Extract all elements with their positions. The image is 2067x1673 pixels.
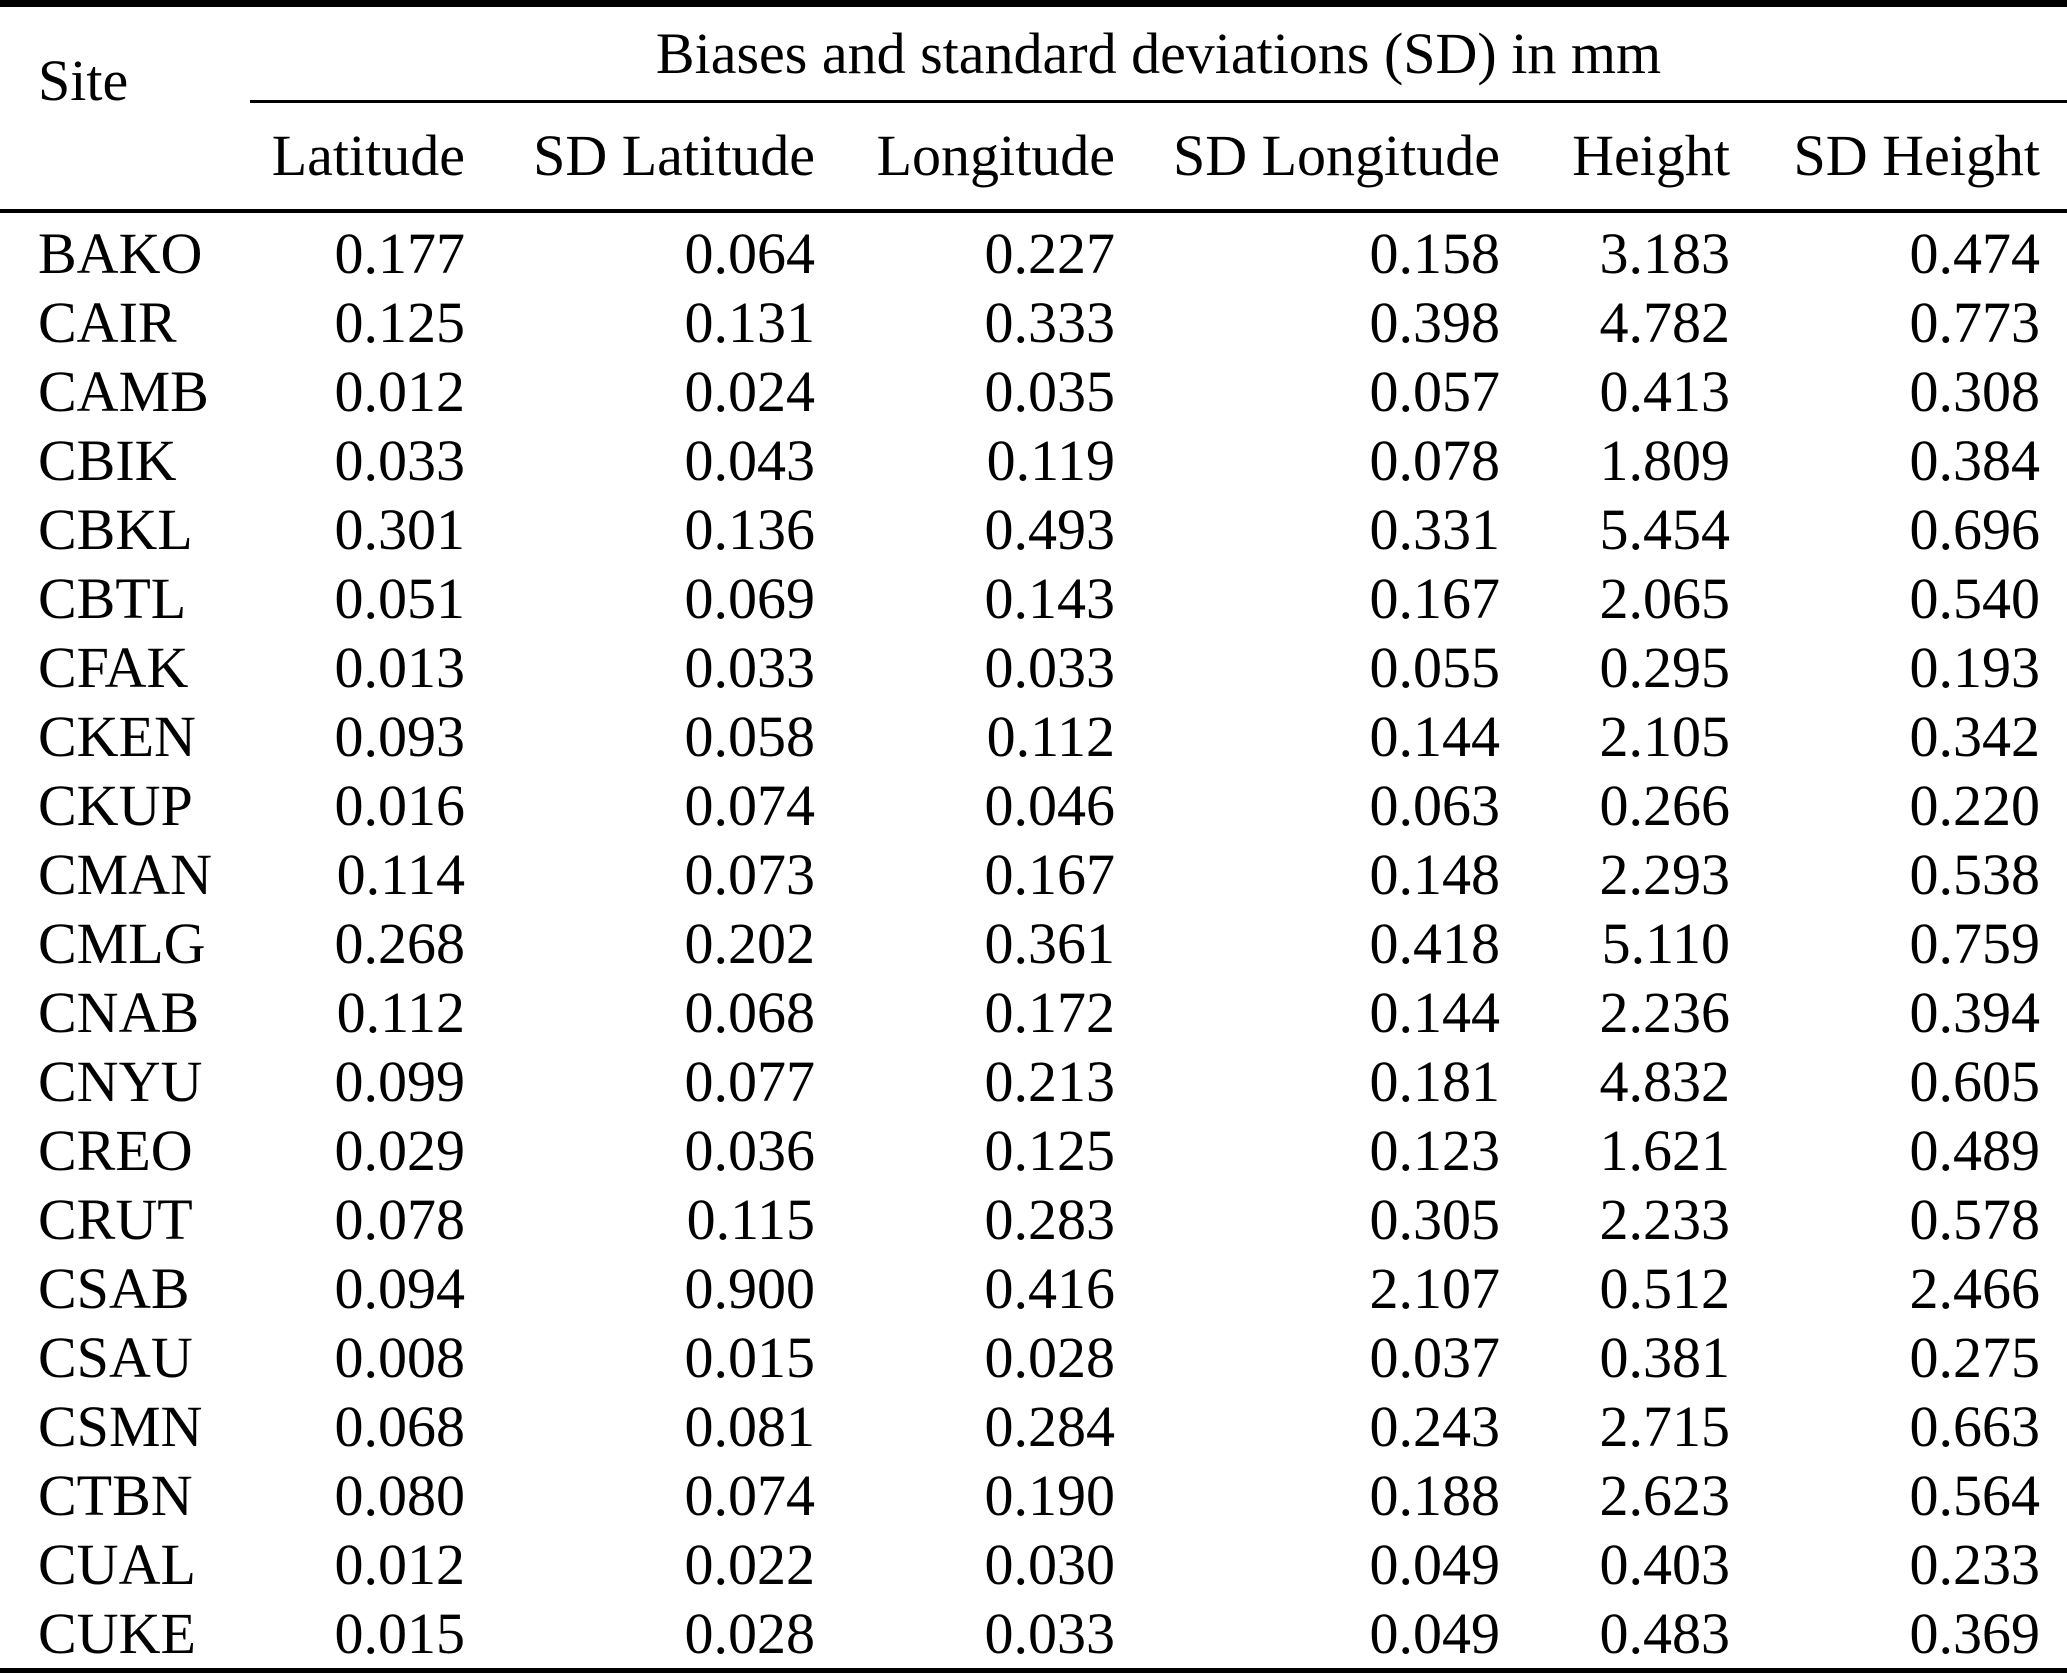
- table-row: [0, 1185, 2067, 1254]
- value-cell: 0.900: [684, 1255, 815, 1321]
- value-cell: 0.099: [334, 1048, 465, 1114]
- value-cell: 0.008: [334, 1324, 465, 1390]
- group-header-row: [0, 4, 2067, 102]
- value-cell: 0.069: [684, 565, 815, 631]
- value-cell: 0.015: [334, 1600, 465, 1666]
- value-cell: 0.035: [984, 358, 1115, 424]
- value-cell: 0.283: [984, 1186, 1115, 1252]
- site-cell: CREO: [38, 1117, 193, 1183]
- value-cell: 0.512: [1599, 1255, 1730, 1321]
- value-cell: 0.418: [1369, 910, 1500, 976]
- value-cell: 0.037: [1369, 1324, 1500, 1390]
- value-cell: 0.024: [684, 358, 815, 424]
- value-cell: 0.119: [986, 427, 1115, 493]
- site-cell: CBKL: [38, 496, 193, 562]
- value-cell: 0.301: [334, 496, 465, 562]
- value-cell: 0.268: [334, 910, 465, 976]
- value-cell: 1.809: [1599, 427, 1730, 493]
- value-cell: 0.275: [1909, 1324, 2040, 1390]
- column-header-height: Height: [1525, 102, 1755, 212]
- table-row: [0, 1323, 2067, 1392]
- value-cell: 0.051: [334, 565, 465, 631]
- value-cell: 2.466: [1909, 1255, 2040, 1321]
- value-cell: 0.493: [984, 496, 1115, 562]
- site-column-header: Site: [0, 4, 250, 212]
- value-cell: 0.022: [684, 1531, 815, 1597]
- value-cell: 0.474: [1909, 220, 2040, 286]
- value-cell: 2.105: [1599, 703, 1730, 769]
- table-row: [0, 357, 2067, 426]
- column-header-row: [0, 102, 2067, 212]
- value-cell: 0.123: [1369, 1117, 1500, 1183]
- site-cell: CBIK: [38, 427, 177, 493]
- table-row: [0, 1530, 2067, 1599]
- value-cell: 0.202: [684, 910, 815, 976]
- value-cell: 0.093: [334, 703, 465, 769]
- value-cell: 2.065: [1599, 565, 1730, 631]
- column-header-sd-height: SD Height: [1755, 102, 2067, 212]
- value-cell: 1.621: [1599, 1117, 1730, 1183]
- value-cell: 0.605: [1909, 1048, 2040, 1114]
- value-cell: 2.107: [1369, 1255, 1500, 1321]
- value-cell: 0.773: [1909, 289, 2040, 355]
- value-cell: 0.308: [1909, 358, 2040, 424]
- value-cell: 2.623: [1599, 1462, 1730, 1528]
- table-row: [0, 840, 2067, 909]
- value-cell: 0.227: [984, 220, 1115, 286]
- value-cell: 0.078: [1369, 427, 1500, 493]
- value-cell: 0.243: [1369, 1393, 1500, 1459]
- table-row: [0, 564, 2067, 633]
- value-cell: 0.043: [684, 427, 815, 493]
- value-cell: 0.046: [984, 772, 1115, 838]
- value-cell: 0.012: [334, 1531, 465, 1597]
- value-cell: 0.361: [984, 910, 1115, 976]
- value-cell: 4.782: [1599, 289, 1730, 355]
- value-cell: 0.080: [334, 1462, 465, 1528]
- value-cell: 0.064: [684, 220, 815, 286]
- value-cell: 0.284: [984, 1393, 1115, 1459]
- site-cell: CUAL: [38, 1531, 196, 1597]
- value-cell: 0.190: [984, 1462, 1115, 1528]
- value-cell: 0.112: [336, 979, 465, 1045]
- value-cell: 0.094: [334, 1255, 465, 1321]
- table-row: [0, 1392, 2067, 1461]
- value-cell: 0.181: [1369, 1048, 1500, 1114]
- table-row: [0, 426, 2067, 495]
- value-cell: 0.148: [1369, 841, 1500, 907]
- value-cell: 0.074: [684, 1462, 815, 1528]
- value-cell: 0.115: [686, 1186, 815, 1252]
- value-cell: 0.331: [1369, 496, 1500, 562]
- value-cell: 2.233: [1599, 1186, 1730, 1252]
- site-cell: CBTL: [38, 565, 187, 631]
- value-cell: 0.015: [684, 1324, 815, 1390]
- value-cell: 0.144: [1369, 979, 1500, 1045]
- value-cell: 0.081: [684, 1393, 815, 1459]
- value-cell: 0.068: [684, 979, 815, 1045]
- table-row: [0, 211, 2067, 288]
- site-cell: CKUP: [38, 772, 193, 838]
- value-cell: 0.177: [334, 220, 465, 286]
- site-cell: CNAB: [38, 979, 200, 1045]
- value-cell: 2.293: [1599, 841, 1730, 907]
- value-cell: 0.305: [1369, 1186, 1500, 1252]
- value-cell: 0.068: [334, 1393, 465, 1459]
- value-cell: 0.220: [1909, 772, 2040, 838]
- site-cell: CKEN: [38, 703, 196, 769]
- value-cell: 0.384: [1909, 427, 2040, 493]
- value-cell: 0.049: [1369, 1600, 1500, 1666]
- value-cell: 0.074: [684, 772, 815, 838]
- value-cell: 0.167: [1369, 565, 1500, 631]
- value-cell: 0.033: [684, 634, 815, 700]
- value-cell: 5.454: [1599, 496, 1730, 562]
- value-cell: 0.483: [1599, 1600, 1730, 1666]
- value-cell: 2.715: [1599, 1393, 1730, 1459]
- value-cell: 0.233: [1909, 1531, 2040, 1597]
- table-row: [0, 702, 2067, 771]
- value-cell: 0.033: [984, 1600, 1115, 1666]
- site-cell: CAMB: [38, 358, 209, 424]
- value-cell: 0.058: [684, 703, 815, 769]
- table-row: [0, 1461, 2067, 1530]
- site-cell: CUKE: [38, 1600, 196, 1666]
- value-cell: 0.033: [984, 634, 1115, 700]
- table-body: [0, 211, 2067, 1672]
- value-cell: 0.193: [1909, 634, 2040, 700]
- site-cell: CSAB: [38, 1255, 190, 1321]
- site-cell: CSAU: [38, 1324, 193, 1390]
- value-cell: 0.143: [984, 565, 1115, 631]
- table-row: [0, 909, 2067, 978]
- site-cell: CMAN: [38, 841, 213, 907]
- value-cell: 0.540: [1909, 565, 2040, 631]
- value-cell: 0.114: [336, 841, 465, 907]
- value-cell: 0.136: [684, 496, 815, 562]
- value-cell: 0.489: [1909, 1117, 2040, 1183]
- value-cell: 0.266: [1599, 772, 1730, 838]
- value-cell: 3.183: [1599, 220, 1730, 286]
- value-cell: 0.057: [1369, 358, 1500, 424]
- column-header-longitude: Longitude: [840, 102, 1140, 212]
- table-row: [0, 1254, 2067, 1323]
- value-cell: 0.696: [1909, 496, 2040, 562]
- site-cell: CFAK: [38, 634, 189, 700]
- value-cell: 0.055: [1369, 634, 1500, 700]
- site-cell: CSMN: [38, 1393, 203, 1459]
- site-cell: CAIR: [38, 289, 177, 355]
- value-cell: 0.016: [334, 772, 465, 838]
- value-cell: 0.049: [1369, 1531, 1500, 1597]
- value-cell: 0.125: [334, 289, 465, 355]
- value-cell: 0.167: [984, 841, 1115, 907]
- value-cell: 0.036: [684, 1117, 815, 1183]
- site-cell: CMLG: [38, 910, 206, 976]
- site-cell: CNYU: [38, 1048, 203, 1114]
- value-cell: 0.063: [1369, 772, 1500, 838]
- site-cell: CTBN: [38, 1462, 193, 1528]
- value-cell: 0.342: [1909, 703, 2040, 769]
- value-cell: 0.030: [984, 1531, 1115, 1597]
- value-cell: 0.398: [1369, 289, 1500, 355]
- table-row: [0, 633, 2067, 702]
- table-header: [0, 4, 2067, 212]
- value-cell: 0.333: [984, 289, 1115, 355]
- value-cell: 5.110: [1601, 910, 1730, 976]
- value-cell: 0.413: [1599, 358, 1730, 424]
- site-cell: BAKO: [38, 220, 203, 286]
- value-cell: 0.012: [334, 358, 465, 424]
- value-cell: 0.188: [1369, 1462, 1500, 1528]
- value-cell: 0.538: [1909, 841, 2040, 907]
- value-cell: 0.125: [984, 1117, 1115, 1183]
- value-cell: 0.013: [334, 634, 465, 700]
- value-cell: 2.236: [1599, 979, 1730, 1045]
- value-cell: 0.033: [334, 427, 465, 493]
- value-cell: 0.131: [684, 289, 815, 355]
- value-cell: 0.578: [1909, 1186, 2040, 1252]
- table-row: [0, 288, 2067, 357]
- value-cell: 0.077: [684, 1048, 815, 1114]
- value-cell: 0.759: [1909, 910, 2040, 976]
- value-cell: 0.416: [984, 1255, 1115, 1321]
- group-header: Biases and standard deviations (SD) in mm: [250, 4, 2067, 102]
- value-cell: 0.112: [986, 703, 1115, 769]
- value-cell: 0.213: [984, 1048, 1115, 1114]
- value-cell: 0.564: [1909, 1462, 2040, 1528]
- value-cell: 0.029: [334, 1117, 465, 1183]
- value-cell: 0.028: [684, 1600, 815, 1666]
- value-cell: 0.028: [984, 1324, 1115, 1390]
- table-row: [0, 771, 2067, 840]
- value-cell: 0.144: [1369, 703, 1500, 769]
- column-header-sd-longitude: SD Longitude: [1140, 102, 1525, 212]
- table-row: [0, 1047, 2067, 1116]
- column-header-latitude: Latitude: [250, 102, 490, 212]
- value-cell: 4.832: [1599, 1048, 1730, 1114]
- value-cell: 0.403: [1599, 1531, 1730, 1597]
- value-cell: 0.394: [1909, 979, 2040, 1045]
- column-header-sd-latitude: SD Latitude: [490, 102, 840, 212]
- table-row: [0, 1116, 2067, 1185]
- value-cell: 0.381: [1599, 1324, 1730, 1390]
- value-cell: 0.078: [334, 1186, 465, 1252]
- value-cell: 0.369: [1909, 1600, 2040, 1666]
- table-row: [0, 1599, 2067, 1672]
- value-cell: 0.295: [1599, 634, 1730, 700]
- table-row: [0, 495, 2067, 564]
- value-cell: 0.158: [1369, 220, 1500, 286]
- value-cell: 0.073: [684, 841, 815, 907]
- value-cell: 0.663: [1909, 1393, 2040, 1459]
- table-row: [0, 978, 2067, 1047]
- site-cell: CRUT: [38, 1186, 193, 1252]
- value-cell: 0.172: [984, 979, 1115, 1045]
